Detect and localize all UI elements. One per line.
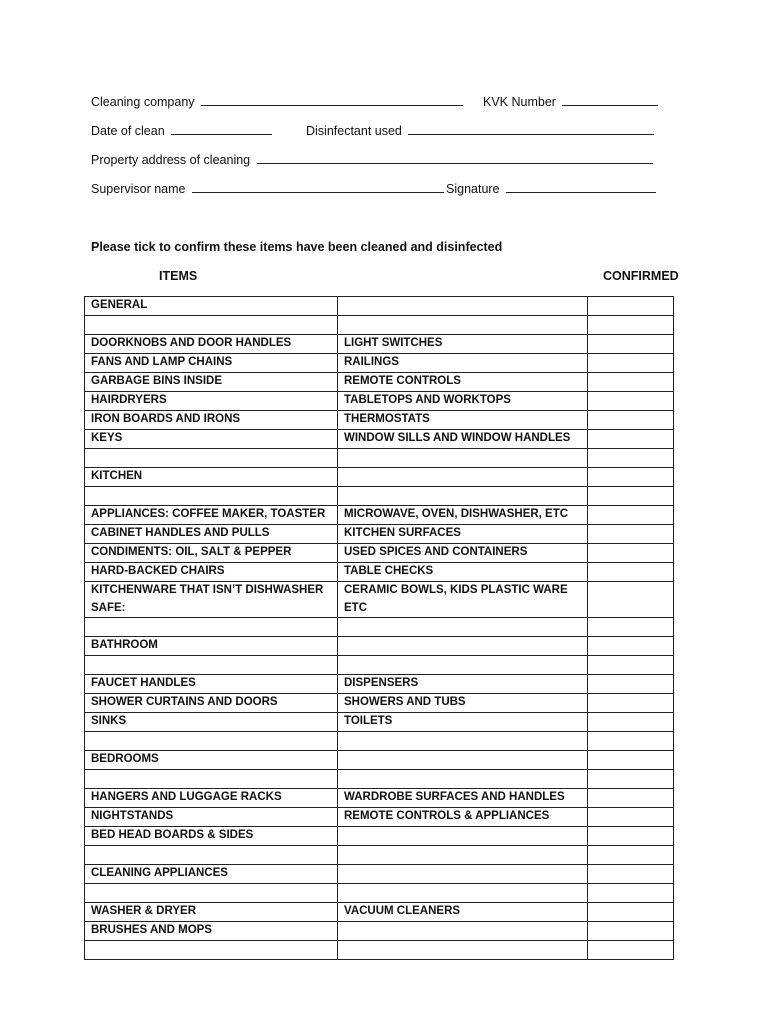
table-row xyxy=(85,732,674,751)
confirm-checkbox-cell[interactable] xyxy=(588,525,674,544)
table-row xyxy=(85,884,674,903)
table-row xyxy=(85,392,674,411)
confirmed-column-header: CONFIRMED xyxy=(603,269,679,283)
table-row xyxy=(85,525,674,544)
signature-label: Signature xyxy=(446,182,500,196)
item-cell: APPLIANCES: COFFEE MAKER, TOASTER xyxy=(85,506,338,525)
item-cell: DOORKNOBS AND DOOR HANDLES xyxy=(85,335,338,354)
item-cell xyxy=(338,656,588,675)
date-of-clean-label: Date of clean xyxy=(91,124,165,138)
item-cell xyxy=(338,637,588,656)
item-cell xyxy=(85,732,338,751)
confirm-checkbox-cell[interactable] xyxy=(588,637,674,656)
item-cell: GENERAL xyxy=(85,297,338,316)
cleaning-company-line xyxy=(91,94,463,109)
confirm-checkbox-cell[interactable] xyxy=(588,449,674,468)
confirm-checkbox-cell[interactable] xyxy=(588,846,674,865)
item-cell: THERMOSTATS xyxy=(338,411,588,430)
item-cell xyxy=(338,922,588,941)
item-cell: SHOWER CURTAINS AND DOORS xyxy=(85,694,338,713)
table-row xyxy=(85,789,674,808)
item-cell: BRUSHES AND MOPS xyxy=(85,922,338,941)
item-cell: REMOTE CONTROLS xyxy=(338,373,588,392)
item-cell: BATHROOM xyxy=(85,637,338,656)
item-cell xyxy=(338,941,588,960)
item-cell: CERAMIC BOWLS, KIDS PLASTIC WARE ETC xyxy=(338,582,588,618)
cleaning-company-label: Cleaning company xyxy=(91,95,195,109)
confirm-checkbox-cell[interactable] xyxy=(588,335,674,354)
date-of-clean-field[interactable] xyxy=(171,123,272,135)
confirm-checkbox-cell[interactable] xyxy=(588,582,674,618)
item-cell: BEDROOMS xyxy=(85,751,338,770)
date-of-clean-line xyxy=(91,123,272,138)
table-row xyxy=(85,297,674,316)
confirm-checkbox-cell[interactable] xyxy=(588,865,674,884)
item-cell xyxy=(338,316,588,335)
confirm-checkbox-cell[interactable] xyxy=(588,487,674,506)
table-row xyxy=(85,694,674,713)
supervisor-label: Supervisor name xyxy=(91,182,186,196)
property-address-label: Property address of cleaning xyxy=(91,153,251,167)
confirm-checkbox-cell[interactable] xyxy=(588,675,674,694)
item-cell: WARDROBE SURFACES AND HANDLES xyxy=(338,789,588,808)
confirm-checkbox-cell[interactable] xyxy=(588,468,674,487)
confirm-checkbox-cell[interactable] xyxy=(588,941,674,960)
item-cell xyxy=(338,865,588,884)
table-row xyxy=(85,411,674,430)
table-row xyxy=(85,449,674,468)
table-row xyxy=(85,941,674,960)
confirm-checkbox-cell[interactable] xyxy=(588,732,674,751)
item-cell: HANGERS AND LUGGAGE RACKS xyxy=(85,789,338,808)
confirm-checkbox-cell[interactable] xyxy=(588,770,674,789)
item-cell xyxy=(85,487,338,506)
table-row xyxy=(85,506,674,525)
confirm-checkbox-cell[interactable] xyxy=(588,297,674,316)
item-cell: RAILINGS xyxy=(338,354,588,373)
table-row xyxy=(85,751,674,770)
confirm-checkbox-cell[interactable] xyxy=(588,430,674,449)
table-row xyxy=(85,373,674,392)
table-row xyxy=(85,563,674,582)
confirm-checkbox-cell[interactable] xyxy=(588,544,674,563)
table-row xyxy=(85,316,674,335)
item-cell xyxy=(85,656,338,675)
item-cell xyxy=(338,770,588,789)
property-address-line xyxy=(91,152,653,167)
item-cell: TOILETS xyxy=(338,713,588,732)
item-cell xyxy=(85,884,338,903)
signature-field[interactable] xyxy=(506,181,656,193)
item-cell: TABLE CHECKS xyxy=(338,563,588,582)
item-cell xyxy=(338,618,588,637)
item-cell: HAIRDRYERS xyxy=(85,392,338,411)
item-cell: FANS AND LAMP CHAINS xyxy=(85,354,338,373)
table-row xyxy=(85,865,674,884)
table-row xyxy=(85,544,674,563)
confirm-checkbox-cell[interactable] xyxy=(588,751,674,770)
disinfectant-field[interactable] xyxy=(408,123,654,135)
confirm-checkbox-cell[interactable] xyxy=(588,922,674,941)
table-row xyxy=(85,468,674,487)
confirm-checkbox-cell[interactable] xyxy=(588,827,674,846)
confirm-checkbox-cell[interactable] xyxy=(588,656,674,675)
supervisor-field[interactable] xyxy=(192,181,444,193)
item-cell xyxy=(338,297,588,316)
instructions-text: Please tick to confirm these items have been cleaned and disinfected xyxy=(91,240,503,254)
item-cell xyxy=(85,770,338,789)
item-cell: VACUUM CLEANERS xyxy=(338,903,588,922)
disinfectant-label: Disinfectant used xyxy=(306,124,402,138)
item-cell xyxy=(338,487,588,506)
item-cell: BED HEAD BOARDS & SIDES xyxy=(85,827,338,846)
table-row xyxy=(85,354,674,373)
table-row xyxy=(85,637,674,656)
checklist-table xyxy=(84,296,674,960)
confirm-checkbox-cell[interactable] xyxy=(588,373,674,392)
item-cell xyxy=(338,846,588,865)
item-cell: FAUCET HANDLES xyxy=(85,675,338,694)
item-cell: NIGHTSTANDS xyxy=(85,808,338,827)
table-row xyxy=(85,582,674,618)
confirm-checkbox-cell[interactable] xyxy=(588,618,674,637)
item-cell: TABLETOPS AND WORKTOPS xyxy=(338,392,588,411)
kvk-number-line xyxy=(483,94,658,109)
kvk-number-field[interactable] xyxy=(562,94,658,106)
table-row xyxy=(85,808,674,827)
property-address-field[interactable] xyxy=(257,152,653,164)
table-row xyxy=(85,903,674,922)
confirm-checkbox-cell[interactable] xyxy=(588,884,674,903)
confirm-checkbox-cell[interactable] xyxy=(588,316,674,335)
items-column-header: ITEMS xyxy=(159,269,198,283)
item-cell xyxy=(85,449,338,468)
table-row xyxy=(85,618,674,637)
item-cell xyxy=(338,449,588,468)
item-cell xyxy=(338,751,588,770)
item-cell: MICROWAVE, OVEN, DISHWASHER, ETC xyxy=(338,506,588,525)
signature-line xyxy=(446,181,656,196)
item-cell: HARD-BACKED CHAIRS xyxy=(85,563,338,582)
item-cell xyxy=(338,732,588,751)
item-cell: WASHER & DRYER xyxy=(85,903,338,922)
confirm-checkbox-cell[interactable] xyxy=(588,392,674,411)
item-cell: CABINET HANDLES AND PULLS xyxy=(85,525,338,544)
item-cell xyxy=(338,468,588,487)
confirm-checkbox-cell[interactable] xyxy=(588,789,674,808)
item-cell: SINKS xyxy=(85,713,338,732)
item-cell: DISPENSERS xyxy=(338,675,588,694)
table-row xyxy=(85,827,674,846)
confirm-checkbox-cell[interactable] xyxy=(588,563,674,582)
item-cell: REMOTE CONTROLS & APPLIANCES xyxy=(338,808,588,827)
table-row xyxy=(85,922,674,941)
table-row xyxy=(85,656,674,675)
table-row xyxy=(85,675,674,694)
table-row xyxy=(85,713,674,732)
table-row xyxy=(85,770,674,789)
confirm-checkbox-cell[interactable] xyxy=(588,713,674,732)
item-cell xyxy=(338,884,588,903)
item-cell: KITCHEN SURFACES xyxy=(338,525,588,544)
item-cell: CONDIMENTS: OIL, SALT & PEPPER xyxy=(85,544,338,563)
item-cell xyxy=(85,941,338,960)
confirm-checkbox-cell[interactable] xyxy=(588,903,674,922)
kvk-number-label: KVK Number xyxy=(483,95,556,109)
item-cell xyxy=(85,846,338,865)
disinfectant-line xyxy=(306,123,654,138)
table-row xyxy=(85,487,674,506)
item-cell: USED SPICES AND CONTAINERS xyxy=(338,544,588,563)
cleaning-company-field[interactable] xyxy=(201,94,463,106)
confirm-checkbox-cell[interactable] xyxy=(588,411,674,430)
item-cell: CLEANING APPLIANCES xyxy=(85,865,338,884)
confirm-checkbox-cell[interactable] xyxy=(588,808,674,827)
item-cell: KITCHENWARE THAT ISN’T DISHWASHER SAFE: xyxy=(85,582,338,618)
item-cell xyxy=(338,827,588,846)
table-row xyxy=(85,430,674,449)
item-cell: LIGHT SWITCHES xyxy=(338,335,588,354)
item-cell xyxy=(85,316,338,335)
item-cell: WINDOW SILLS AND WINDOW HANDLES xyxy=(338,430,588,449)
table-row xyxy=(85,335,674,354)
item-cell: GARBAGE BINS INSIDE xyxy=(85,373,338,392)
table-row xyxy=(85,846,674,865)
confirm-checkbox-cell[interactable] xyxy=(588,506,674,525)
item-cell: KEYS xyxy=(85,430,338,449)
item-cell: KITCHEN xyxy=(85,468,338,487)
item-cell: SHOWERS AND TUBS xyxy=(338,694,588,713)
supervisor-line xyxy=(91,181,444,196)
confirm-checkbox-cell[interactable] xyxy=(588,354,674,373)
item-cell xyxy=(85,618,338,637)
item-cell: IRON BOARDS AND IRONS xyxy=(85,411,338,430)
confirm-checkbox-cell[interactable] xyxy=(588,694,674,713)
